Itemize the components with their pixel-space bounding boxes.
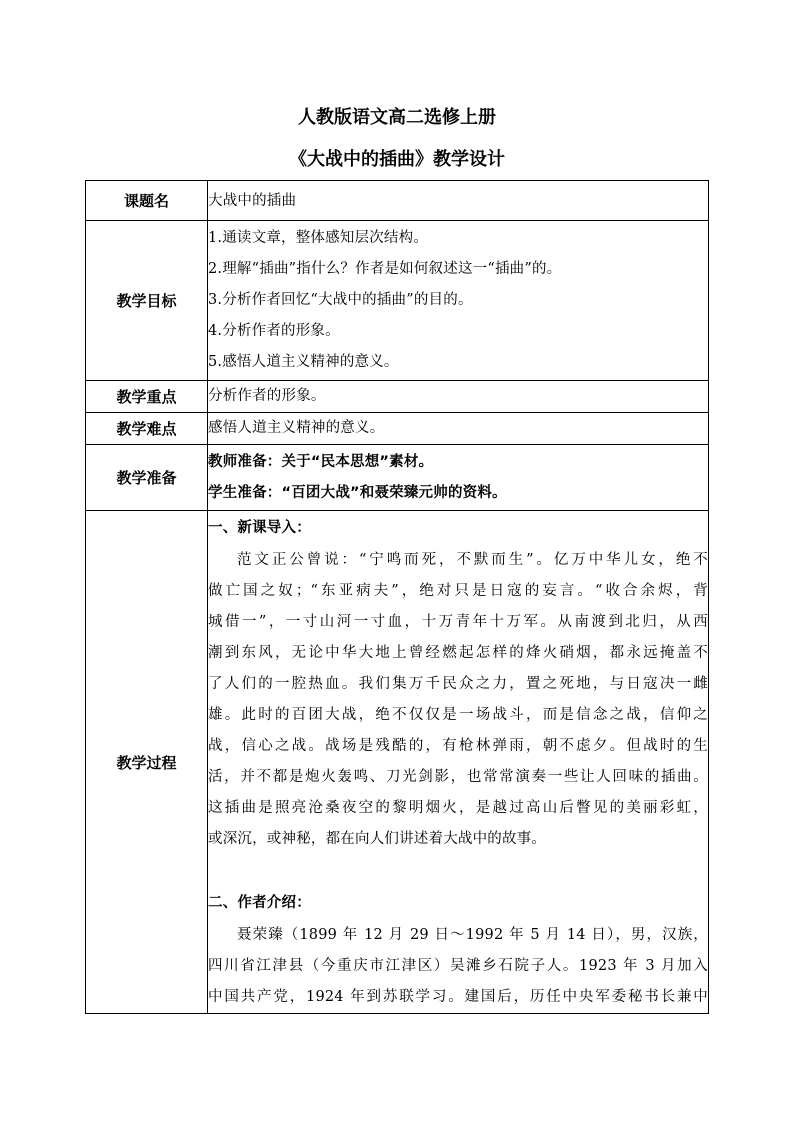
objectives-label: 教学目标 — [86, 221, 208, 381]
topic-value: 大战中的插曲 — [208, 192, 297, 209]
paragraph-line: 四川省江津县（今重庆市江津区）吴滩乡石院子人。1923 年 3 月加入 — [208, 958, 708, 974]
objective-item: 1.通读文章，整体感知层次结构。 — [208, 230, 429, 246]
section-heading-intro: 一、新课导入： — [208, 520, 311, 536]
lesson-plan-table — [85, 180, 709, 1014]
document-subtitle: 《大战中的插曲》教学设计 — [289, 149, 505, 170]
process-cell — [208, 511, 709, 1014]
paragraph-line: 做亡国之奴；“东亚病夫”，绝对只是日寇的妄言。“收合余烬，背 — [208, 583, 708, 599]
teacher-preparation: 教师准备：关于“民本思想”素材。 — [208, 453, 434, 470]
paragraph-line: 城借一”，一寸山河一寸血，十万青年十万军。从南渡到北归，从西 — [208, 614, 708, 630]
paragraph-line: 或深沉，或神秘，都在向人们讲述着大战中的故事。 — [208, 831, 547, 847]
document-title: 人教版语文高二选修上册 — [298, 107, 496, 128]
paragraph-line: 雄。此时的百团大战，绝不仅仅是一场战斗，而是信念之战，信仰之 — [208, 707, 708, 723]
objective-item: 4.分析作者的形象。 — [208, 323, 340, 339]
table-row-objectives — [86, 221, 709, 381]
key-point-value: 分析作者的形象。 — [208, 388, 326, 404]
difficulty-cell — [208, 413, 709, 445]
paragraph-line: 中国共产党，1924 年到苏联学习。建国后，历任中央军委秘书长兼中 — [208, 989, 708, 1005]
table-row-process — [86, 511, 709, 1014]
paragraph-line: 这插曲是照亮沧桑夜空的黎明烟火，是越过高山后瞥见的美丽彩虹， — [208, 800, 708, 816]
objectives-cell — [208, 221, 709, 381]
table-row-key-point — [86, 381, 709, 413]
objective-item: 5.感悟人道主义精神的意义。 — [208, 354, 399, 370]
topic-value-cell — [208, 181, 709, 221]
section-heading-author: 二、作者介绍： — [208, 895, 311, 911]
objective-item: 3.分析作者回忆“大战中的插曲”的目的。 — [208, 292, 473, 308]
table-row-topic — [86, 181, 709, 221]
paragraph-line: 战，信心之战。战场是残酷的，有枪林弹雨，朝不虑夕。但战时的生 — [208, 738, 708, 754]
paragraph-line: 聂荣臻（1899 年 12 月 29 日～1992 年 5 月 14 日），男，汉族， — [237, 927, 708, 943]
preparation-cell — [208, 445, 709, 511]
paragraph-line: 范文正公曾说：“宁鸣而死，不默而生”。亿万中华儿女，绝不 — [237, 552, 708, 568]
key-point-label: 教学重点 — [86, 381, 208, 413]
difficulty-label: 教学难点 — [86, 413, 208, 445]
paragraph-line: 活，并不都是炮火轰鸣、刀光剑影，也常常演奏一些让人回味的插曲。 — [208, 769, 708, 785]
blank-line — [208, 855, 708, 886]
difficulty-value: 感悟人道主义精神的意义。 — [208, 420, 385, 436]
process-label: 教学过程 — [86, 511, 208, 1014]
table-row-preparation — [86, 445, 709, 511]
topic-label: 课题名 — [86, 181, 208, 221]
table-row-difficulty — [86, 413, 709, 445]
paragraph-line: 潮到东风，无论中华大地上曾经燃起怎样的烽火硝烟，都永远掩盖不 — [208, 645, 708, 661]
key-point-cell — [208, 381, 709, 413]
paragraph-line: 了人们的一腔热血。我们集万千民众之力，置之死地，与日寇决一雌 — [208, 676, 708, 692]
preparation-label: 教学准备 — [86, 445, 208, 511]
objective-item: 2.理解“插曲”指什么？作者是如何叙述这一“插曲”的。 — [208, 261, 562, 277]
student-preparation: 学生准备：“百团大战”和聂荣臻元帅的资料。 — [208, 484, 507, 501]
